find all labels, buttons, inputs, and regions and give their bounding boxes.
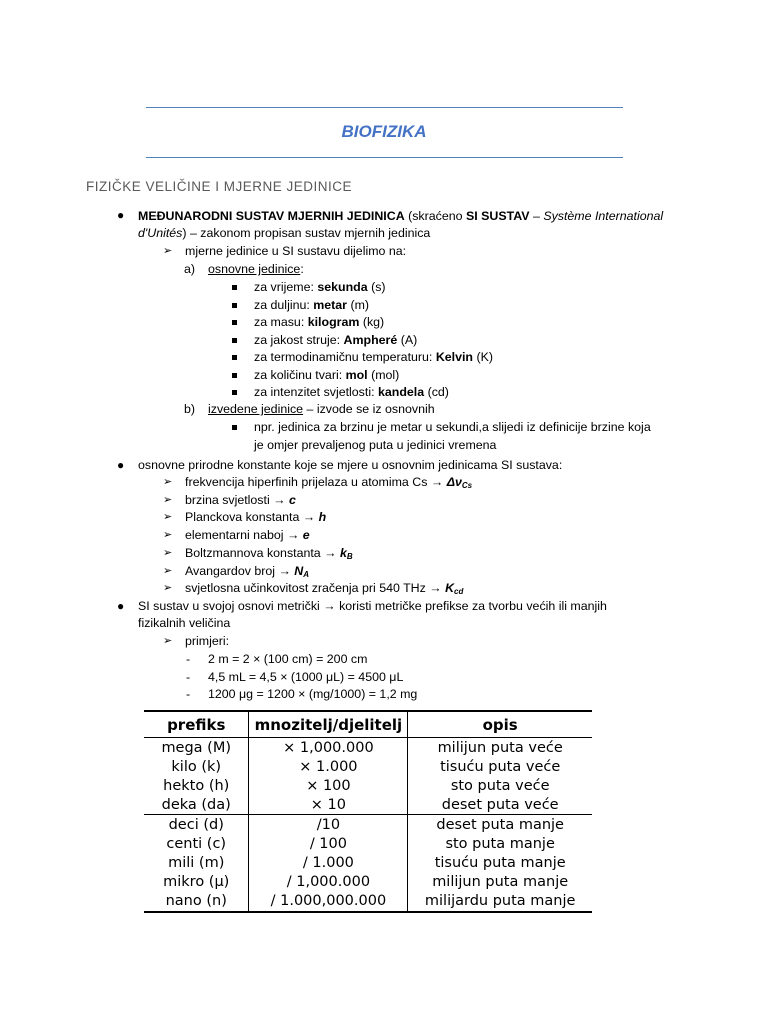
square-bullet	[232, 373, 237, 378]
table-header-row	[144, 711, 592, 738]
square-bullet	[232, 320, 237, 325]
constant-item: elementarni naboj → e	[185, 528, 310, 543]
cell-description: milijun puta veće	[437, 739, 563, 756]
section-heading: FIZIČKE VELIČINE I MJERNE JEDINICE	[86, 179, 353, 194]
si-definition-line-1: MEĐUNARODNI SUSTAV MJERNIH JEDINICA (skraćeno SI SUSTAV – Système International	[138, 209, 664, 223]
prefix-table	[144, 710, 592, 913]
constant-item: Boltzmannova konstanta → $k_B$	[185, 545, 353, 561]
cell-multiplier: × 10	[249, 795, 408, 815]
arrow-bullet-icon: ➢	[163, 564, 173, 577]
bullet-dot: ●	[117, 599, 125, 613]
table-row	[144, 815, 592, 835]
constant-item: Planckova konstanta → h	[185, 510, 327, 525]
arrow-bullet-icon: ➢	[163, 511, 173, 524]
cell-multiplier: / 100	[249, 834, 408, 853]
cell-description: tisuću puta manje	[434, 855, 566, 872]
square-bullet	[232, 303, 237, 308]
cell-prefix: kilo (k)	[144, 757, 249, 776]
table-row	[144, 757, 592, 776]
si-division-line: mjerne jedinice u SI sustavu dijelimo na:	[185, 244, 407, 258]
cell-description: tisuću puta veće	[440, 758, 561, 775]
cell-multiplier: × 1,000.000	[249, 738, 408, 758]
cell-multiplier: / 1.000,000.000	[249, 892, 408, 912]
column-header-description: opis	[408, 711, 592, 738]
base-unit-item: za duljinu: metar (m)	[254, 297, 370, 312]
derived-units-heading: izvedene jedinice – izvode se iz osnovnih	[208, 402, 435, 416]
cell-prefix: centi (c)	[144, 834, 249, 853]
si-definition-line-2: d'Unités) – zakonom propisan sustav mjernih jedinica	[138, 226, 431, 240]
table-row	[144, 854, 592, 873]
cell-multiplier: /10	[249, 815, 408, 835]
square-bullet	[232, 425, 237, 430]
dash-bullet: -	[186, 669, 191, 684]
arrow-bullet-icon: ➢	[163, 493, 173, 506]
table-row	[144, 834, 592, 853]
arrow-bullet-icon: ➢	[163, 476, 173, 488]
base-unit-item: za termodinamičnu temperaturu: Kelvin (K)	[254, 350, 493, 364]
cell-description: deset puta manje	[408, 815, 592, 835]
cell-description: deset puta veće	[441, 796, 559, 813]
example-item: 2 m = 2 × (100 cm) = 200 cm	[208, 652, 368, 666]
base-unit-item: za vrijeme: sekunda (s)	[254, 280, 386, 294]
base-unit-item: za jakost struje: Ampheré (A)	[254, 332, 418, 347]
cell-multiplier: × 1.000	[249, 757, 408, 776]
example-item: 1200 μg = 1200 × (mg/1000) = 1,2 mg	[208, 687, 418, 701]
title-bottom-rule	[146, 157, 623, 158]
bullet-dot: ●	[117, 208, 125, 222]
square-bullet	[232, 338, 237, 343]
list-label-b: b)	[184, 402, 196, 416]
table-row	[144, 776, 592, 795]
base-unit-item: za masu: kilogram (kg)	[254, 315, 385, 329]
cell-description: sto puta veće	[450, 777, 550, 794]
base-unit-item: za količinu tvari: mol (mol)	[254, 367, 400, 382]
bullet-dot: ●	[117, 458, 125, 472]
examples-heading: primjeri:	[185, 634, 230, 648]
arrow-bullet-icon: ➢	[163, 245, 173, 257]
table-row	[144, 738, 592, 758]
constant-item: svjetlosna učinkovitost zračenja pri 540 THz → $K_{cd}$	[185, 581, 464, 597]
prefix-intro-line-2: fizikalnih veličina	[138, 616, 231, 630]
column-header-multiplier: mnozitelj/djelitelj	[249, 711, 408, 738]
derived-example-line-1: npr. jedinica za brzinu je metar u sekundi,a slijedi iz definicije brzine koja	[254, 420, 651, 434]
square-bullet	[232, 285, 237, 290]
arrow-bullet-icon: ➢	[163, 529, 173, 542]
example-item: 4,5 mL = 4,5 × (1000 μL) = 4500 μL	[208, 669, 404, 684]
dash-bullet: -	[186, 652, 191, 666]
constant-item: brzina svjetlosti → c	[185, 492, 296, 507]
square-bullet	[232, 355, 237, 360]
title-top-rule	[146, 107, 623, 108]
cell-prefix: mili (m)	[144, 854, 249, 873]
cell-prefix: nano (n)	[144, 892, 249, 912]
cell-prefix: deka (da)	[144, 795, 249, 815]
cell-prefix: deci (d)	[144, 815, 249, 835]
cell-prefix: hekto (h)	[144, 776, 249, 795]
dash-bullet: -	[186, 687, 191, 701]
table-row	[144, 795, 592, 815]
list-label-a: a)	[184, 262, 196, 276]
arrow-bullet-icon: ➢	[163, 546, 173, 559]
square-bullet	[232, 390, 237, 395]
document-title: BIOFIZIKA	[341, 122, 427, 141]
table-row	[144, 892, 592, 912]
derived-example-line-2: je omjer prevaljenog puta u jedinici vremena	[254, 438, 497, 452]
constants-intro: osnovne prirodne konstante koje se mjere u osnovnim jedinicama SI sustava:	[138, 458, 563, 472]
cell-multiplier: × 100	[249, 776, 408, 795]
base-units-heading: osnovne jedinice:	[208, 262, 304, 276]
constant-item: frekvencija hiperfinih prijelaza u atomima $Cs \to \Delta\nu_{Cs}$	[185, 475, 473, 490]
column-header-prefix: prefiks	[144, 711, 249, 738]
cell-description: milijardu puta manje	[408, 892, 592, 912]
arrow-bullet-icon: ➢	[163, 635, 173, 647]
arrow-bullet-icon: ➢	[163, 582, 173, 595]
prefix-table-wrapper	[144, 710, 592, 910]
prefix-intro-line-1: SI sustav u svojoj osnovi metrički → koristi metričke prefikse za tvorbu većih ili manjih	[138, 599, 607, 613]
cell-description: sto puta manje	[445, 836, 555, 853]
table-row	[144, 873, 592, 892]
cell-prefix: mikro (μ)	[144, 873, 249, 892]
base-unit-item: za intenzitet svjetlosti: kandela (cd)	[254, 385, 449, 399]
cell-multiplier: / 1,000.000	[249, 873, 408, 892]
cell-description: milijun puta manje	[432, 874, 569, 891]
table-body	[144, 738, 592, 912]
cell-multiplier: / 1.000	[249, 854, 408, 873]
cell-prefix: mega (M)	[144, 738, 249, 758]
constant-item: Avangardov broj → $N_A$	[185, 563, 310, 579]
